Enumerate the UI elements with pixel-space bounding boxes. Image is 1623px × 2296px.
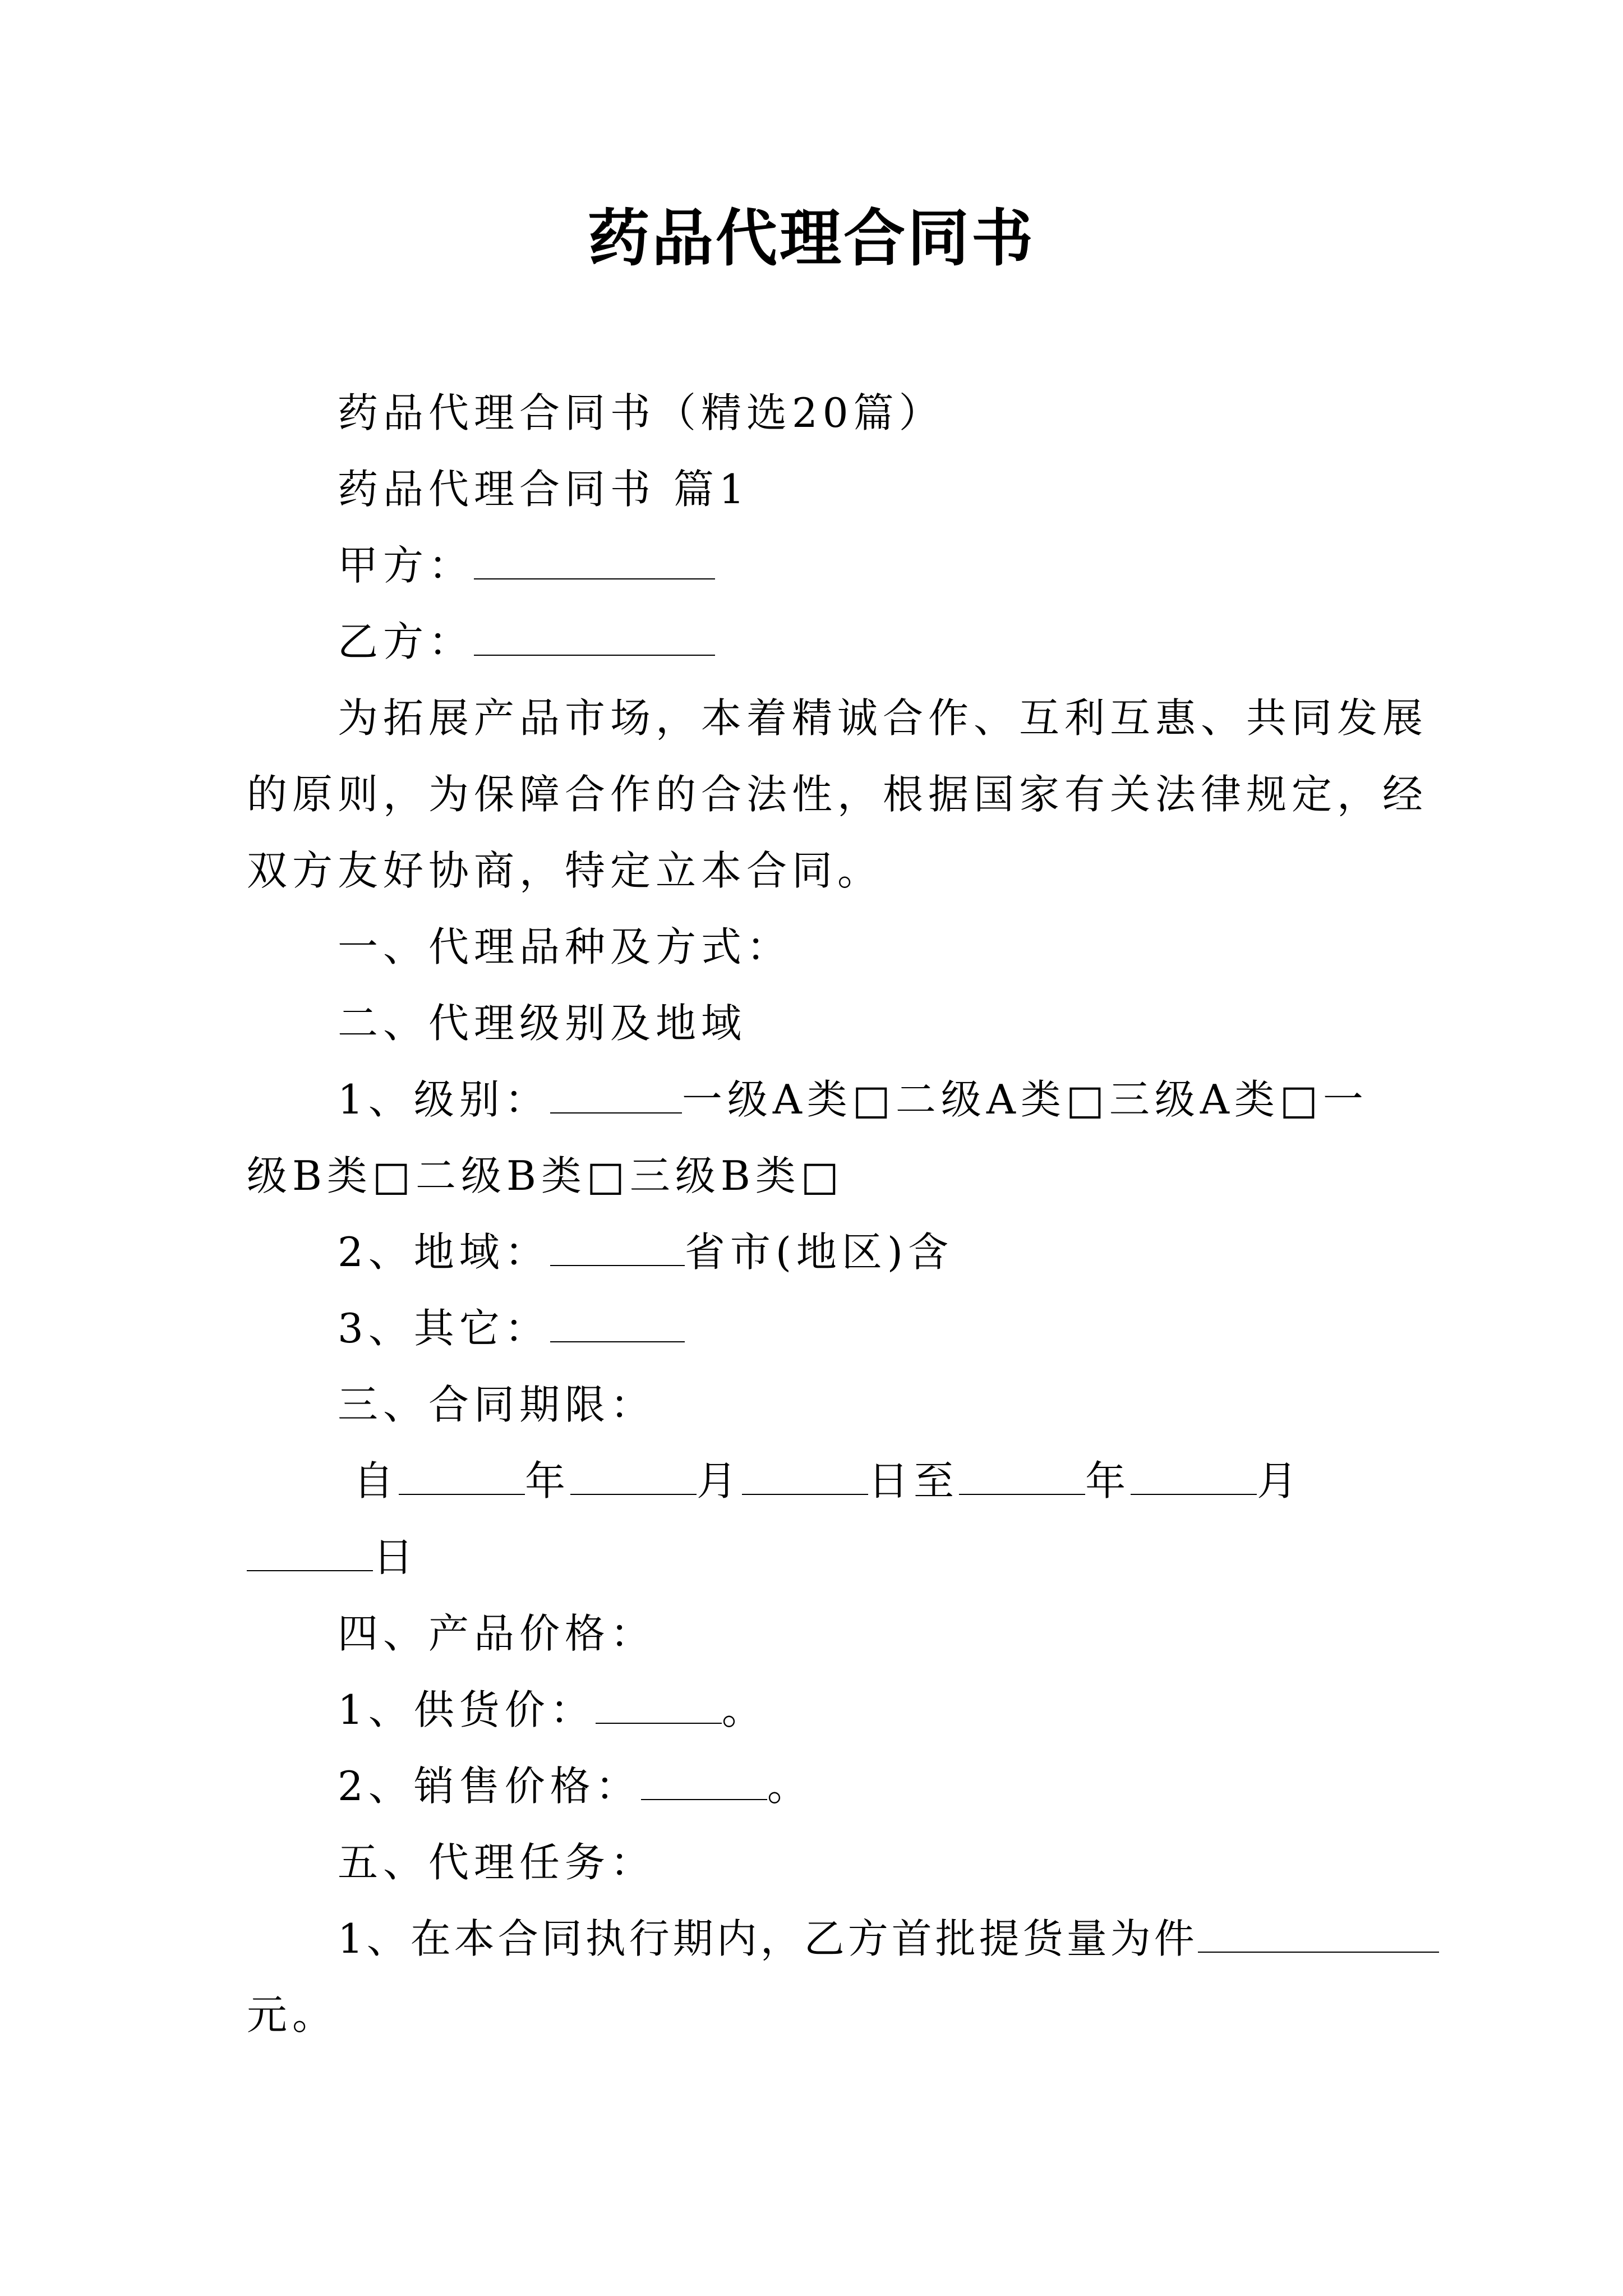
period-month-2: 月 (1257, 1457, 1303, 1504)
party-a-label: 甲方： (338, 542, 474, 589)
task-text: 1、在本合同执行期内，乙方首批提货量为件 (338, 1915, 1198, 1962)
period-end-month-blank (1131, 1460, 1257, 1495)
task-line-1 (338, 1912, 1439, 1966)
period-start-year-blank (399, 1460, 525, 1495)
period-line-2 (247, 1530, 418, 1584)
document-title: 药品代理合同书 (588, 202, 1035, 274)
party-b-label: 乙方： (338, 618, 474, 665)
period-day-to: 日至 (868, 1457, 960, 1504)
task-line-2: 元。 (247, 1991, 338, 2039)
region-rest: 省市(地区)含 (684, 1228, 953, 1276)
supply-price-line (338, 1683, 767, 1737)
supply-price-period: 。 (721, 1686, 767, 1733)
period-start-month-blank (570, 1460, 697, 1495)
section-heading: 药品代理合同书 篇1 (338, 466, 750, 513)
period-start-day-blank (742, 1460, 868, 1495)
period-year-1: 年 (525, 1457, 571, 1504)
section-5-heading: 五、代理任务： (338, 1839, 656, 1886)
level-blank (550, 1079, 682, 1114)
section-4-heading: 四、产品价格： (338, 1610, 656, 1657)
section-1-heading: 一、代理品种及方式： (338, 923, 792, 970)
sale-price-blank (641, 1765, 767, 1800)
period-from: 自 (353, 1457, 399, 1504)
region-blank (550, 1231, 685, 1266)
sale-price-label: 2、销售价格： (338, 1763, 641, 1810)
period-year-2: 年 (1085, 1457, 1131, 1504)
intro-line-1: 为拓展产品市场，本着精诚合作、互利互惠、共同发展 (338, 694, 1428, 742)
party-b-line (338, 615, 715, 669)
region-line (338, 1225, 953, 1279)
sale-price-period: 。 (767, 1763, 813, 1810)
supply-price-blank (596, 1689, 722, 1724)
other-line (338, 1301, 685, 1355)
task-blank (1198, 1918, 1439, 1953)
level-options-1: 一级A类□二级A类□三级A类□一 (681, 1076, 1368, 1123)
period-end-year-blank (959, 1460, 1085, 1495)
sale-price-line (338, 1759, 813, 1813)
section-3-heading: 三、合同期限： (338, 1381, 656, 1428)
period-day: 日 (373, 1534, 419, 1581)
document-subtitle: 药品代理合同书（精选20篇） (338, 389, 944, 436)
intro-line-3: 双方友好协商，特定立本合同。 (247, 847, 883, 894)
other-label: 3、其它： (338, 1305, 550, 1352)
region-label: 2、地域： (338, 1228, 550, 1276)
party-b-blank (474, 621, 715, 656)
period-month-1: 月 (697, 1457, 743, 1504)
period-line-1 (353, 1454, 1302, 1508)
party-a-blank (474, 545, 715, 579)
intro-line-2: 的原则，为保障合作的合法性，根据国家有关法律规定，经 (247, 771, 1428, 818)
party-a-line (338, 539, 715, 592)
level-line-1 (338, 1073, 1368, 1126)
supply-price-label: 1、供货价： (338, 1686, 596, 1733)
level-label: 1、级别： (338, 1076, 550, 1123)
other-blank (550, 1308, 685, 1342)
period-end-day-blank (247, 1536, 373, 1571)
level-line-2: 级B类□二级B类□三级B类□ (247, 1152, 844, 1199)
section-2-heading: 二、代理级别及地域 (338, 1000, 747, 1047)
